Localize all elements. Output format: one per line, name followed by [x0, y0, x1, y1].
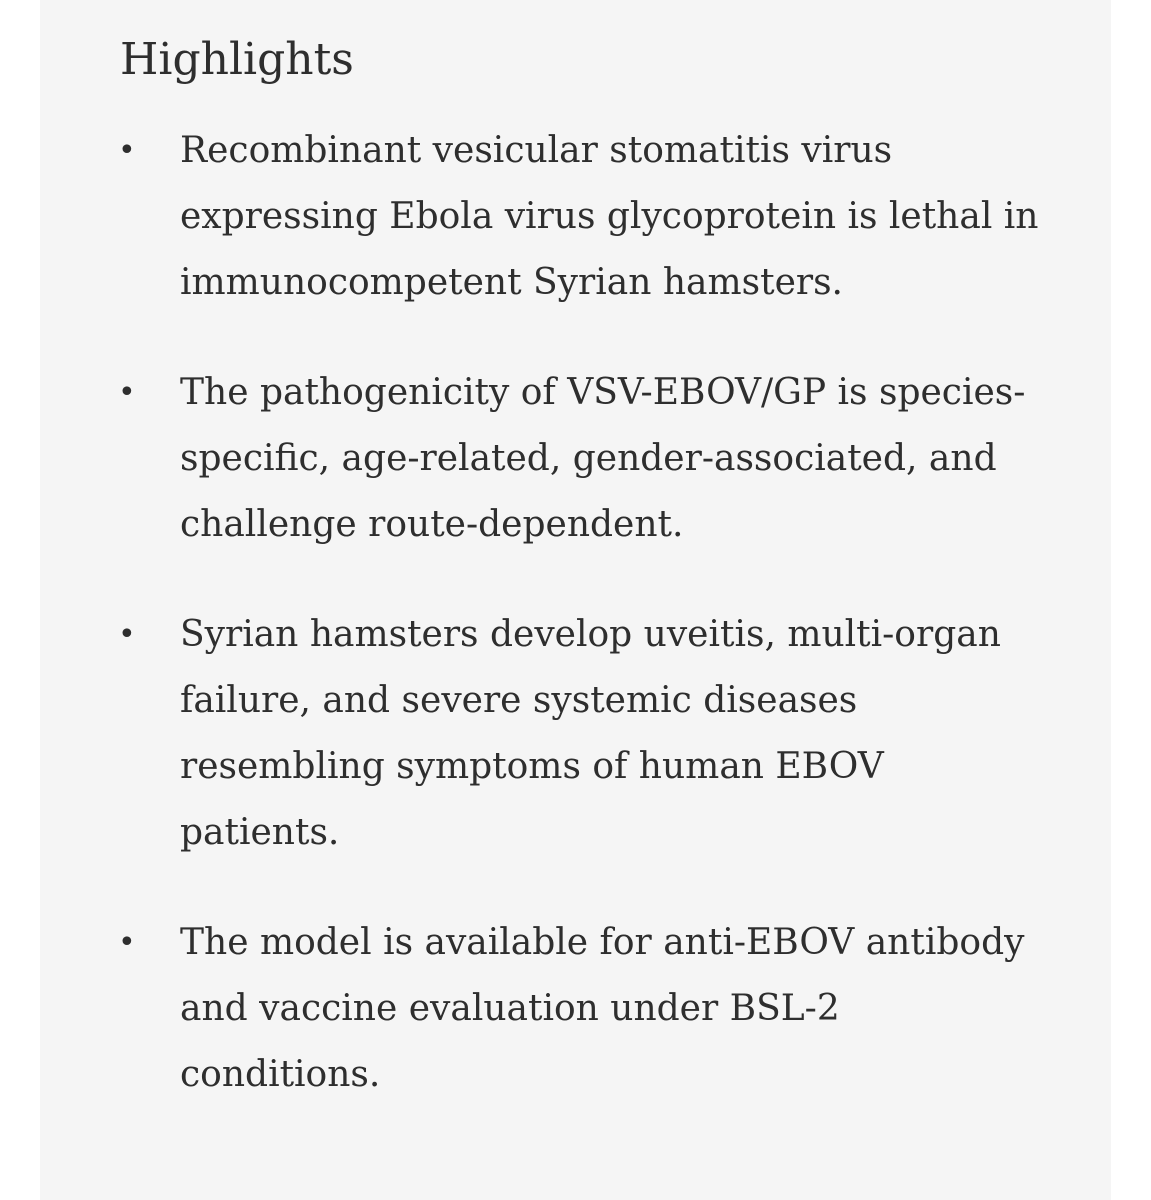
highlights-title: Highlights	[120, 34, 354, 85]
highlights-list	[40, 118, 1111, 1152]
highlight-text: The pathogenicity of VSV-EBOV/GP is species-specific, age-related, gender-associated, and challenge route-dependent.	[180, 372, 1026, 545]
list-item	[40, 360, 1111, 558]
highlights-panel	[40, 0, 1111, 1200]
highlight-text: Recombinant vesicular stomatitis virus expressing Ebola virus glycoprotein is lethal in immunocompetent Syrian hamsters.	[180, 130, 1039, 303]
highlight-text: Syrian hamsters develop uveitis, multi-organ failure, and severe systemic diseases resembling symptoms of human EBOV patients.	[180, 614, 1001, 853]
list-item	[40, 118, 1111, 316]
list-item	[40, 602, 1111, 866]
highlight-text: The model is available for anti-EBOV antibody and vaccine evaluation under BSL-2 conditions.	[180, 922, 1025, 1095]
bullet-icon: •	[118, 617, 136, 652]
bullet-icon: •	[118, 375, 136, 410]
list-item	[40, 910, 1111, 1108]
bullet-icon: •	[118, 133, 136, 168]
bullet-icon: •	[118, 925, 136, 960]
